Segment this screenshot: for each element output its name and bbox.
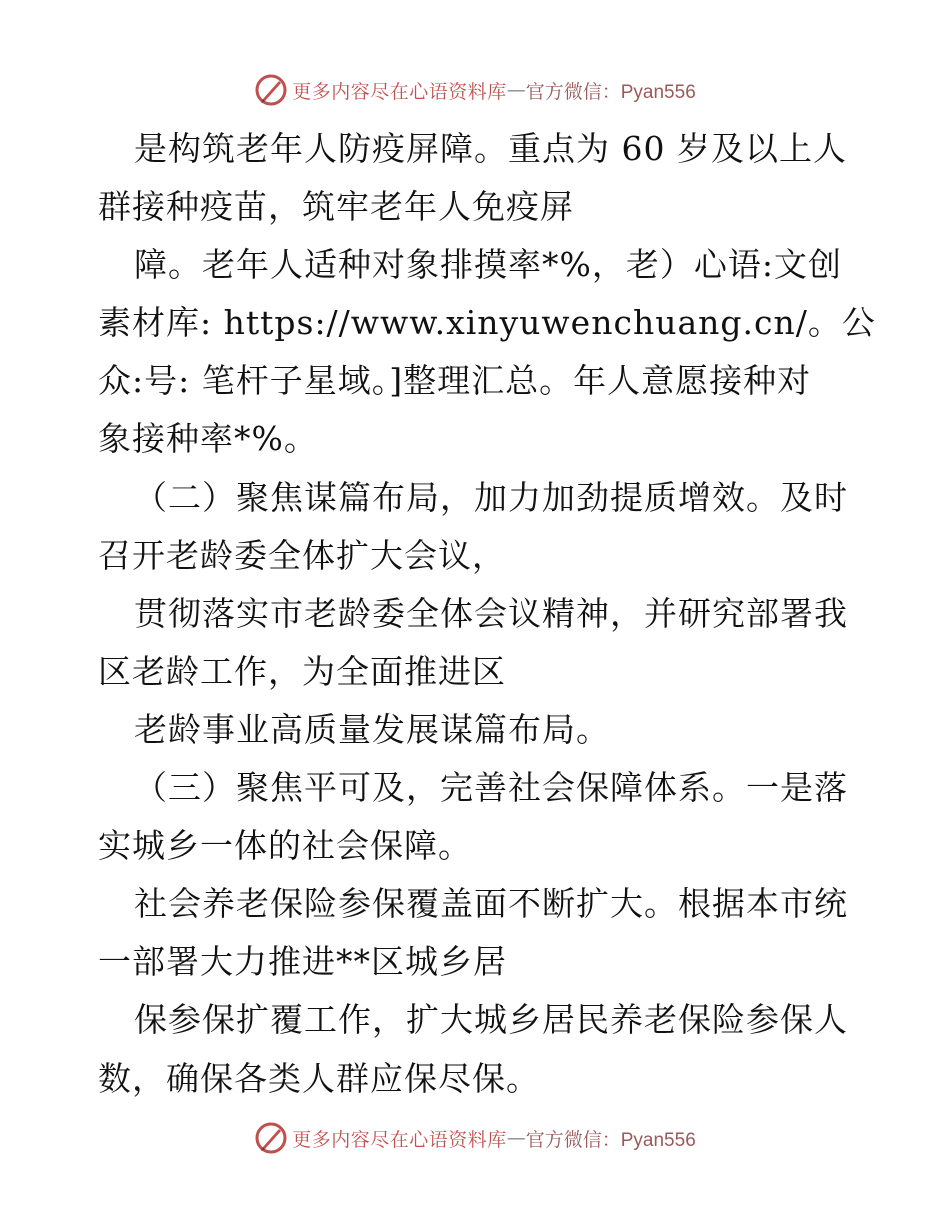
- body-line: 群接种疫苗，筑牢老年人免疫屏: [98, 187, 574, 227]
- body-line: 保参保扩覆工作，扩大城乡居民养老保险参保人: [134, 1000, 848, 1040]
- footer-watermark: [0, 1118, 950, 1158]
- body-line: 障。老年人适种对象排摸率*%，老）心语:文创: [134, 245, 842, 285]
- watermark-brand: 更多内容尽在心语资料库: [292, 1128, 507, 1151]
- body-line: 素材库: https://www.xinyuwenchuang.cn/。公: [98, 303, 876, 343]
- document-body: [98, 120, 876, 1108]
- body-line: 区老龄工作，为全面推进区: [98, 651, 506, 691]
- body-line: 实城乡一体的社会保障。: [98, 826, 472, 866]
- body-line: （二）聚焦谋篇布局，加力加劲提质增效。及时: [134, 477, 848, 517]
- body-line: 数，确保各类人群应保尽保。: [98, 1058, 540, 1098]
- body-line: 一部署大力推进**区城乡居: [98, 942, 507, 982]
- watermark-wechat: 官方微信：Pyan556: [525, 81, 696, 103]
- body-line: 老龄事业高质量发展谋篇布局。: [134, 709, 610, 749]
- watermark-wechat: 官方微信：Pyan556: [525, 1129, 696, 1151]
- body-line: （三）聚焦平可及，完善社会保障体系。一是落: [134, 768, 848, 808]
- body-line: 贯彻落实市老龄委全体会议精神，并研究部署我: [134, 593, 848, 633]
- quill-pen-logo-icon: [254, 73, 288, 107]
- watermark-separator: —: [506, 1127, 526, 1149]
- body-line: 是构筑老年人防疫屏障。重点为 60 岁及以上人: [134, 129, 847, 168]
- watermark-separator: —: [506, 79, 526, 101]
- body-line: 众:号: 笔杆子星域。]整理汇总。年人意愿接种对: [98, 361, 812, 401]
- header-watermark: [0, 70, 950, 110]
- quill-pen-logo-icon: [254, 1121, 288, 1155]
- body-line: 召开老龄委全体扩大会议，: [98, 535, 506, 575]
- body-line: 象接种率*%。: [98, 419, 318, 459]
- watermark-brand: 更多内容尽在心语资料库: [292, 80, 507, 103]
- body-line: 社会养老保险参保覆盖面不断扩大。根据本市统: [134, 884, 848, 924]
